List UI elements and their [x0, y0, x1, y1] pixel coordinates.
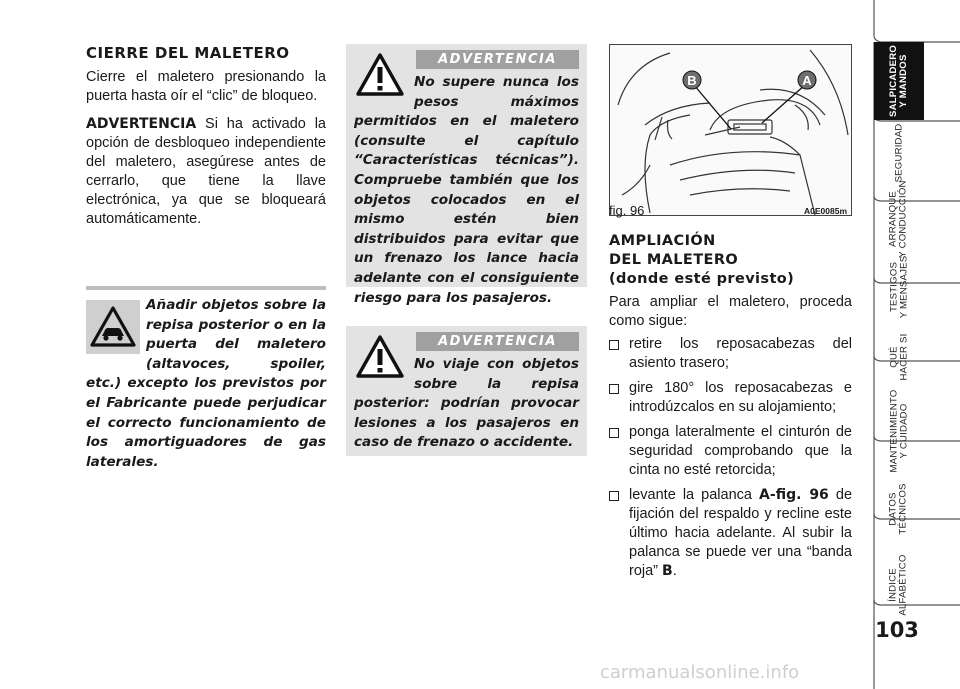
warning-box-weights — [346, 44, 587, 306]
warning-triangle-icon — [354, 334, 406, 386]
list-item: levante la palanca A-fig. 96 de fijación del respaldo y recline este último hacia adelante. Al subir la palanca se puede ver una “banda roja” B. — [609, 486, 852, 581]
tab-que-hacer-si[interactable]: QUÉ HACER SI — [887, 333, 909, 381]
page-number: 103 — [875, 618, 919, 642]
tab-testigos[interactable]: TESTIGOS Y MENSAJES — [888, 255, 910, 319]
steps-list — [609, 335, 852, 581]
list-item: ponga lateralmente el cinturón de seguridad comprobando que la cinta no esté retorcida; — [609, 423, 852, 480]
body-text — [86, 68, 326, 229]
warning-triangle-icon — [354, 52, 406, 104]
chapter-sidebar — [870, 0, 960, 689]
section-title-line3: (donde esté previsto) — [609, 271, 795, 287]
figure-caption: fig. 96 — [609, 203, 645, 218]
tab-salpicadero[interactable]: SALPICADERO Y MANDOS — [874, 42, 924, 120]
car-warning-icon — [86, 300, 140, 354]
section-title-line1: AMPLIACIÓN — [609, 233, 716, 249]
section-cierre — [86, 44, 326, 238]
tab-arranque[interactable]: ARRANQUE Y CONDUCCIÓN — [888, 180, 910, 258]
warning-label: ADVERTENCIA — [416, 332, 579, 351]
watermark: carmanualsonline.info — [600, 662, 800, 683]
body-text — [609, 293, 852, 581]
checkbox-bullet-icon — [609, 491, 619, 501]
car-note — [86, 286, 326, 472]
warning-text: Si ha activado la opción de desbloqueo independiente del maletero, asegúrese antes de cerrarlo, que tiene la llave electrónica, ya que se bloqueará automáticamente. — [86, 116, 326, 227]
checkbox-bullet-icon — [609, 384, 619, 394]
checkbox-bullet-icon — [609, 428, 619, 438]
list-item: retire los reposacabezas del asiento trasero; — [609, 335, 852, 373]
warning-box-shelf — [346, 326, 587, 456]
checkbox-bullet-icon — [609, 340, 619, 350]
warning-label: ADVERTENCIA — [416, 50, 579, 69]
tab-datos-tecnicos[interactable]: DATOS TÉCNICOS — [888, 483, 910, 535]
intro: Para ampliar el maletero, proceda como sigue: — [609, 294, 852, 329]
tab-seguridad[interactable]: SEGURIDAD — [893, 123, 904, 183]
figure-96 — [609, 44, 852, 216]
figure-code: A0E0085m — [804, 206, 848, 216]
seat-illustration — [610, 45, 852, 216]
section-ampliacion — [609, 232, 852, 587]
list-item: gire 180° los reposacabezas e introdúzcalos en su alojamiento; — [609, 379, 852, 417]
section-title-line2: DEL MALETERO — [609, 252, 739, 268]
warning-text: No supere nunca los pesos máximos permitidos en el maletero (consulte el capítulo “Características técnicas”). Compruebe también que los objetos colocados en el mismo estén bien distribuidos para evitar que un frenazo los lance hacia adelante con el consiguiente riesgo para los pasajeros. — [354, 74, 579, 306]
tab-mantenimiento[interactable]: MANTENIMIENTO Y CUIDADO — [888, 389, 909, 473]
section-title: CIERRE DEL MALETERO — [86, 44, 290, 62]
paragraph: Cierre el maletero presionando la puerta hasta oír el “clic” de bloqueo. — [86, 69, 326, 104]
note-text: Añadir objetos sobre la repisa posterior o en la puerta del maletero (altavoces, spoiler, etc.) excepto los previstos por el Fabricante puede perjudicar el correcto funcionamiento de los amortiguadores de gas laterales. — [86, 297, 326, 470]
warning-text: No viaje con objetos sobre la repisa posterior: podrían provocar lesiones a los pasajeros en caso de frenazo o accidente. — [354, 356, 579, 451]
divider — [86, 286, 326, 290]
tab-indice[interactable]: ÍNDICE ALFABÉTICO — [888, 554, 909, 616]
warning-word: ADVERTENCIA — [86, 116, 197, 132]
label-a: A — [802, 73, 812, 88]
paragraph-warning — [86, 115, 326, 229]
label-b: B — [687, 73, 697, 88]
